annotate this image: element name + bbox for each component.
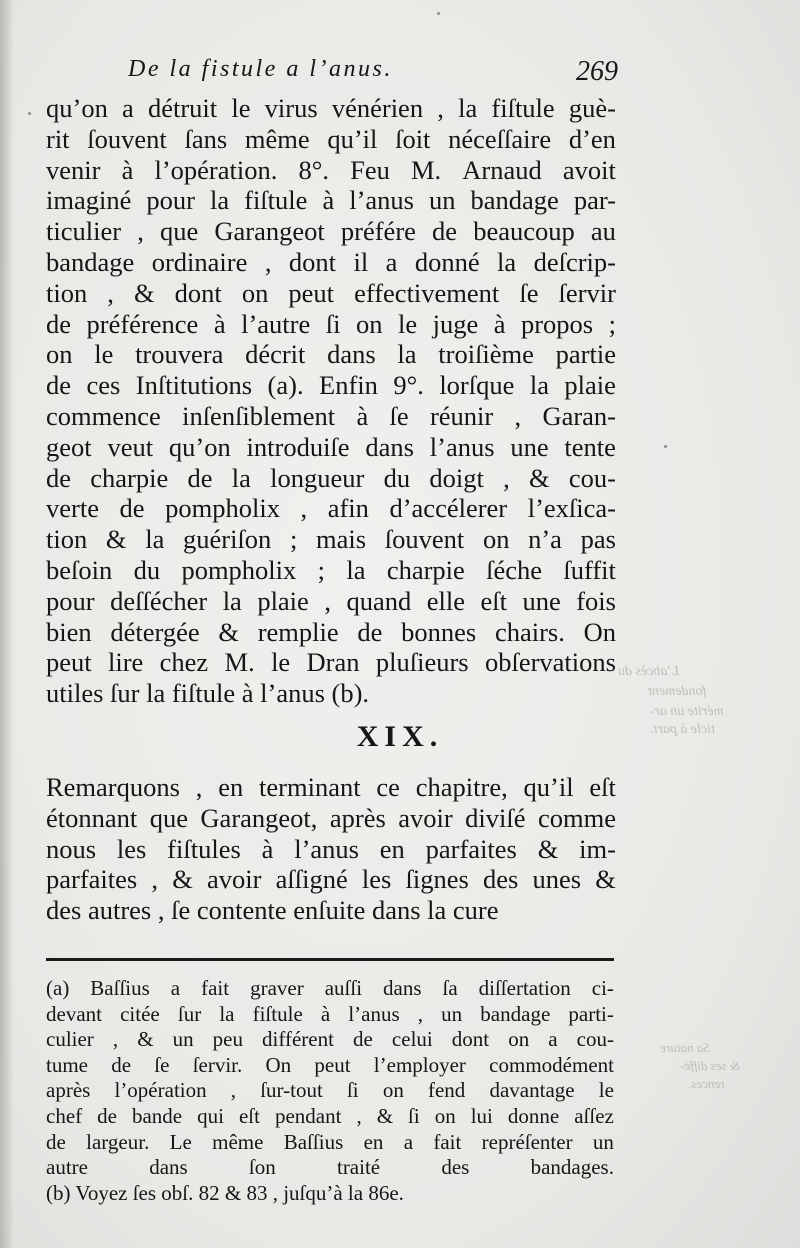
text-line: qu’on a détruit le virus vénérien , la fiſtule guè- [46,93,616,123]
text-line: nous les fiſtules à l’anus en parfaites & im- [46,833,616,864]
bleed-through-mark: rences. [688,1076,725,1091]
text-line: de ces Inſtitutions (a). Enfin 9°. lorſque la plaie [46,370,616,401]
footnote-rule [46,958,614,961]
text-line: tion , & dont on peut effectivement ſe ſervir [46,277,616,308]
text-line: imaginé pour la fiſtule à l’anus un bandage par- [46,185,616,216]
paper-speck [28,112,31,115]
text-line: geot veut qu’on introduiſe dans l’anus une tente [46,431,616,462]
footnote-line: tume de ſe ſervir. On peut l’employer commodément [46,1052,614,1077]
text-line: commence inſenſiblement à ſe réunir , Garan- [46,400,616,431]
section-heading: XIX. [356,720,444,753]
footnote-line: culier , & un peu différent de celui dont on a cou- [46,1027,614,1052]
bleed-through-mark: mérite un ar- [650,704,724,719]
text-line: peut lire chez M. le Dran pluſieurs obſervations [46,647,616,678]
text-line: pour deſſécher la plaie , quand elle eſt une fois [46,585,616,616]
text-line: étonnant que Garangeot, après avoir diviſé comme [46,802,616,833]
text-line: bandage ordinaire , dont il a donné la deſcrip- [46,246,616,277]
paragraph-1 [46,93,616,709]
text-line: des autres , ſe contente enſuite dans la cure [46,895,499,926]
text-line: on le trouvera décrit dans la troiſième partie [46,339,616,370]
bleed-through-mark: Sa nature [660,1040,710,1055]
bleed-through-mark: ticle à part. [650,722,715,737]
page-number: 269 [576,56,618,87]
paper-speck [664,445,667,448]
footnote-line: (b) Voyez ſes obſ. 82 & 83 , juſqu’à la 86e. [46,1180,404,1205]
bleed-through-mark: fondement [648,684,707,699]
gutter-shadow [0,0,14,1248]
text-line: beſoin du pompholix ; la charpie ſéche ſuffit [46,554,616,585]
footnote-line: devant citée ſur la fiſtule à l’anus , un bandage parti- [46,1001,614,1026]
running-header [128,56,618,92]
bleed-through-mark: L’abcès du [618,664,680,679]
text-line: tion & la guériſon ; mais ſouvent on n’a pas [46,524,616,555]
text-line: Remarquons , en terminant ce chapitre, qu’il eſt [46,772,616,802]
text-line: parfaites , & avoir aſſigné les ſignes des unes & [46,864,616,895]
text-line: ticulier , que Garangeot préfére de beaucoup au [46,216,616,247]
text-line: rit ſouvent ſans même qu’il ſoit néceſſaire d’en [46,123,616,154]
paper-speck [437,12,440,15]
footnote-line: après l’opération , ſur-tout ſi on fend davantage le [46,1078,614,1103]
text-line: utiles ſur la fiſtule à l’anus (b). [46,678,370,709]
footnotes [46,976,614,1206]
footnote-line: de largeur. Le même Baſſius en a fait repréſenter un [46,1129,614,1154]
text-line: verte de pompholix , afin d’accélerer l’exſica- [46,493,616,524]
bleed-through-mark: & ses diffé- [680,1058,740,1073]
text-line: de charpie de la longueur du doigt , & cou- [46,462,616,493]
paragraph-2 [46,772,616,926]
running-title: De la fistule a l’anus. [128,56,393,82]
footnote-line: (a) Baſſius a fait graver auſſi dans ſa diſſertation ci- [46,976,614,1000]
text-line: venir à l’opération. 8°. Feu M. Arnaud avoit [46,154,616,185]
footnote-line: chef de bande qui eſt pendant , & ſi on lui donne aſſez [46,1103,614,1128]
text-line: bien détergée & remplie de bonnes chairs. On [46,616,616,647]
footnote-line: autre dans ſon traité des bandages. [46,1155,614,1180]
text-line: de préférence à l’autre ſi on le juge à propos ; [46,308,616,339]
